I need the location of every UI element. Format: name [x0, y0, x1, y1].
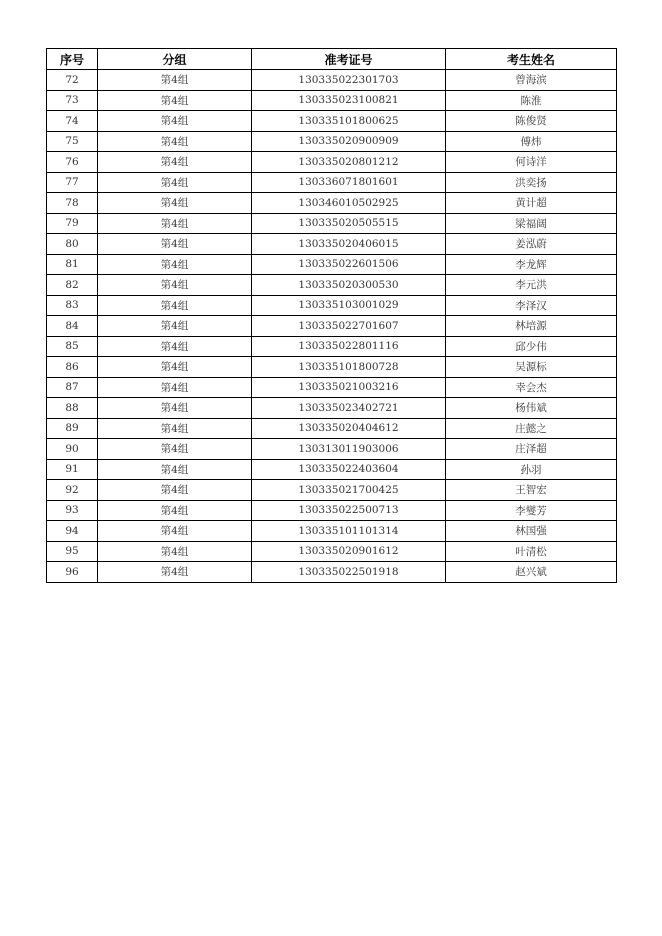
cell-exam-id: 130335022701607 — [252, 316, 446, 337]
cell-candidate-name: 李燮芳 — [446, 500, 617, 521]
cell-candidate-name: 姜泓蔚 — [446, 234, 617, 255]
cell-candidate-name: 庄懿之 — [446, 418, 617, 439]
cell-candidate-name: 幸会杰 — [446, 377, 617, 398]
cell-exam-id: 130335022301703 — [252, 70, 446, 91]
cell-exam-id: 130335022801116 — [252, 336, 446, 357]
cell-candidate-name: 吴源标 — [446, 357, 617, 378]
cell-seq: 80 — [47, 234, 98, 255]
cell-candidate-name: 赵兴斌 — [446, 562, 617, 583]
table-row — [47, 193, 617, 214]
cell-exam-id: 130335022403604 — [252, 459, 446, 480]
table-row — [47, 500, 617, 521]
cell-exam-id: 130335022500713 — [252, 500, 446, 521]
cell-group: 第4组 — [98, 377, 252, 398]
cell-candidate-name: 王智宏 — [446, 480, 617, 501]
cell-group: 第4组 — [98, 562, 252, 583]
cell-exam-id: 130335020404612 — [252, 418, 446, 439]
table-row — [47, 131, 617, 152]
table-row — [47, 152, 617, 173]
cell-exam-id: 130335020900909 — [252, 131, 446, 152]
table-body — [47, 70, 617, 583]
table-row — [47, 254, 617, 275]
cell-seq: 84 — [47, 316, 98, 337]
table-row — [47, 439, 617, 460]
cell-group: 第4组 — [98, 459, 252, 480]
cell-group: 第4组 — [98, 172, 252, 193]
cell-group: 第4组 — [98, 500, 252, 521]
cell-seq: 77 — [47, 172, 98, 193]
cell-group: 第4组 — [98, 336, 252, 357]
header-seq: 序号 — [47, 49, 98, 70]
table-row — [47, 541, 617, 562]
cell-seq: 74 — [47, 111, 98, 132]
table-row — [47, 398, 617, 419]
cell-exam-id: 130335020801212 — [252, 152, 446, 173]
cell-seq: 83 — [47, 295, 98, 316]
exam-roster-sheet — [46, 48, 616, 583]
cell-candidate-name: 何诗洋 — [446, 152, 617, 173]
cell-group: 第4组 — [98, 418, 252, 439]
cell-seq: 88 — [47, 398, 98, 419]
cell-candidate-name: 杨伟斌 — [446, 398, 617, 419]
cell-exam-id: 130335023100821 — [252, 90, 446, 111]
cell-seq: 78 — [47, 193, 98, 214]
cell-candidate-name: 曾海滨 — [446, 70, 617, 91]
cell-group: 第4组 — [98, 398, 252, 419]
table-row — [47, 234, 617, 255]
cell-seq: 81 — [47, 254, 98, 275]
table-row — [47, 357, 617, 378]
cell-exam-id: 130335021700425 — [252, 480, 446, 501]
header-group: 分组 — [98, 49, 252, 70]
cell-exam-id: 130335020901612 — [252, 541, 446, 562]
cell-group: 第4组 — [98, 275, 252, 296]
cell-seq: 82 — [47, 275, 98, 296]
cell-candidate-name: 李泽汉 — [446, 295, 617, 316]
cell-group: 第4组 — [98, 295, 252, 316]
cell-candidate-name: 叶清松 — [446, 541, 617, 562]
cell-seq: 87 — [47, 377, 98, 398]
cell-candidate-name: 傅炜 — [446, 131, 617, 152]
table-row — [47, 459, 617, 480]
cell-group: 第4组 — [98, 193, 252, 214]
cell-seq: 76 — [47, 152, 98, 173]
cell-candidate-name: 孙羽 — [446, 459, 617, 480]
cell-exam-id: 130335101101314 — [252, 521, 446, 542]
cell-candidate-name: 李龙辉 — [446, 254, 617, 275]
cell-group: 第4组 — [98, 541, 252, 562]
table-row — [47, 562, 617, 583]
table-row — [47, 336, 617, 357]
table-row — [47, 90, 617, 111]
table-row — [47, 213, 617, 234]
cell-candidate-name: 林国强 — [446, 521, 617, 542]
cell-seq: 96 — [47, 562, 98, 583]
cell-group: 第4组 — [98, 152, 252, 173]
cell-exam-id: 130335022501918 — [252, 562, 446, 583]
cell-group: 第4组 — [98, 111, 252, 132]
cell-group: 第4组 — [98, 213, 252, 234]
header-candidate-name: 考生姓名 — [446, 49, 617, 70]
cell-exam-id: 130335103001029 — [252, 295, 446, 316]
cell-seq: 89 — [47, 418, 98, 439]
cell-exam-id: 130335021003216 — [252, 377, 446, 398]
cell-candidate-name: 陈俊贤 — [446, 111, 617, 132]
cell-seq: 90 — [47, 439, 98, 460]
cell-seq: 95 — [47, 541, 98, 562]
cell-group: 第4组 — [98, 90, 252, 111]
table-row — [47, 172, 617, 193]
exam-roster-table — [46, 48, 617, 583]
cell-exam-id: 130335020406015 — [252, 234, 446, 255]
table-row — [47, 275, 617, 296]
cell-seq: 85 — [47, 336, 98, 357]
table-row — [47, 111, 617, 132]
cell-group: 第4组 — [98, 439, 252, 460]
header-exam-id: 准考证号 — [252, 49, 446, 70]
cell-exam-id: 130335101800625 — [252, 111, 446, 132]
cell-group: 第4组 — [98, 234, 252, 255]
cell-candidate-name: 黄计超 — [446, 193, 617, 214]
cell-seq: 79 — [47, 213, 98, 234]
cell-exam-id: 130335020505515 — [252, 213, 446, 234]
cell-group: 第4组 — [98, 316, 252, 337]
cell-exam-id: 130335023402721 — [252, 398, 446, 419]
table-row — [47, 521, 617, 542]
cell-candidate-name: 洪奕扬 — [446, 172, 617, 193]
cell-seq: 73 — [47, 90, 98, 111]
cell-candidate-name: 陈淮 — [446, 90, 617, 111]
cell-exam-id: 130335022601506 — [252, 254, 446, 275]
table-row — [47, 480, 617, 501]
cell-seq: 72 — [47, 70, 98, 91]
cell-seq: 94 — [47, 521, 98, 542]
cell-candidate-name: 林培源 — [446, 316, 617, 337]
cell-group: 第4组 — [98, 521, 252, 542]
cell-seq: 86 — [47, 357, 98, 378]
table-row — [47, 70, 617, 91]
header-row — [47, 49, 617, 70]
cell-seq: 91 — [47, 459, 98, 480]
cell-candidate-name: 李元洪 — [446, 275, 617, 296]
cell-candidate-name: 邱少伟 — [446, 336, 617, 357]
cell-exam-id: 130335020300530 — [252, 275, 446, 296]
cell-seq: 75 — [47, 131, 98, 152]
cell-exam-id: 130313011903006 — [252, 439, 446, 460]
cell-group: 第4组 — [98, 70, 252, 91]
table-header — [47, 49, 617, 70]
cell-exam-id: 130336071801601 — [252, 172, 446, 193]
cell-candidate-name: 梁福阔 — [446, 213, 617, 234]
cell-group: 第4组 — [98, 254, 252, 275]
cell-group: 第4组 — [98, 480, 252, 501]
cell-exam-id: 130335101800728 — [252, 357, 446, 378]
cell-group: 第4组 — [98, 131, 252, 152]
table-row — [47, 418, 617, 439]
table-row — [47, 316, 617, 337]
cell-exam-id: 130346010502925 — [252, 193, 446, 214]
cell-candidate-name: 庄泽超 — [446, 439, 617, 460]
table-row — [47, 377, 617, 398]
cell-seq: 92 — [47, 480, 98, 501]
table-row — [47, 295, 617, 316]
cell-group: 第4组 — [98, 357, 252, 378]
cell-seq: 93 — [47, 500, 98, 521]
